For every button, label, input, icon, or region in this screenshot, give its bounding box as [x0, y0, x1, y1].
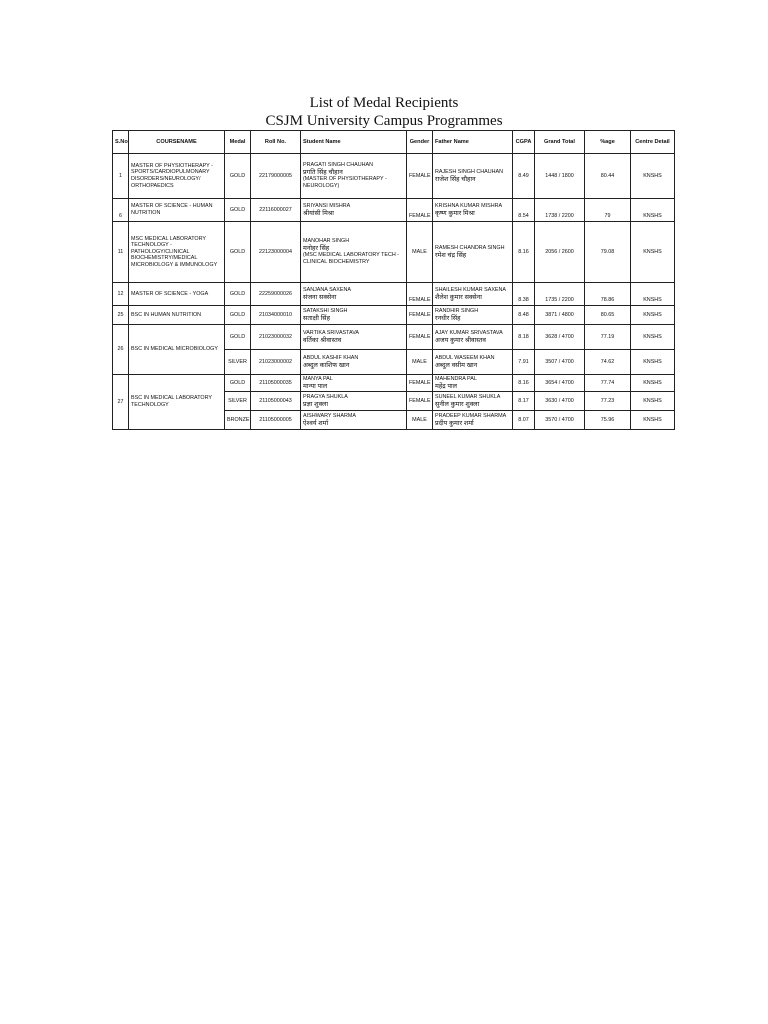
- cell-percentage: 80.44: [585, 154, 631, 199]
- student-name: MANYA PAL: [303, 376, 333, 382]
- cell-sno: 1: [113, 154, 129, 199]
- cell-roll: 21105000043: [251, 392, 301, 411]
- student-name: MANOHAR SINGH: [303, 238, 350, 245]
- student-name-hindi: प्रगति सिंह चौहान: [303, 169, 343, 176]
- cell-sno: 11: [113, 222, 129, 283]
- cell-student: [301, 392, 407, 411]
- cell-father: [433, 154, 513, 199]
- document-title: [0, 94, 768, 130]
- cell-sno: 26: [113, 325, 129, 375]
- cell-grand-total: 3628 / 4700: [535, 325, 585, 350]
- student-name: SRIYANSI MISHRA: [303, 203, 351, 209]
- cell-centre: KNSHS: [631, 222, 675, 283]
- student-name: VARTIKA SRIVASTAVA: [303, 330, 360, 336]
- cell-percentage: 78.86: [585, 283, 631, 306]
- header-cgpa: CGPA: [513, 131, 535, 154]
- cell-sno: 25: [113, 306, 129, 325]
- cell-student: [301, 375, 407, 392]
- cell-roll: 21023000032: [251, 325, 301, 350]
- cell-gender: FEMALE: [407, 283, 433, 306]
- cell-medal: GOLD: [225, 283, 251, 306]
- father-name: AJAY KUMAR SRIVASTAVA: [435, 330, 503, 336]
- cell-gender: MALE: [407, 411, 433, 430]
- cell-gender: FEMALE: [407, 199, 433, 222]
- cell-roll: 22259000026: [251, 283, 301, 306]
- header-centre: Centre Detail: [631, 131, 675, 154]
- father-name-hindi: शैलेश कुमार सक्सेना: [435, 293, 482, 301]
- student-name-hindi: मान्या पाल: [303, 382, 328, 390]
- cell-father: [433, 350, 513, 375]
- header-father: Father Name: [433, 131, 513, 154]
- student-name: SATAKSHI SINGH: [303, 308, 348, 314]
- student-name-hindi: ऐश्वर्य शर्मा: [303, 419, 329, 427]
- cell-course: BSC IN MEDICAL LABORATORY TECHNOLOGY: [129, 375, 225, 430]
- cell-grand-total: 1738 / 2200: [535, 199, 585, 222]
- student-name: ABDUL KASHIF KHAN: [303, 355, 359, 361]
- cell-medal: GOLD: [225, 306, 251, 325]
- table-row: [113, 375, 675, 392]
- cell-medal: SILVER: [225, 392, 251, 411]
- title-line-2: CSJM University Campus Programmes: [265, 113, 503, 129]
- student-name-hindi: संजना सक्सेना: [303, 293, 337, 301]
- father-name-hindi: अजय कुमार श्रीवास्तव: [435, 336, 486, 344]
- cell-gender: FEMALE: [407, 392, 433, 411]
- header-gender: Gender: [407, 131, 433, 154]
- header-roll: Roll No.: [251, 131, 301, 154]
- father-name: KRISHNA KUMAR MISHRA: [435, 203, 503, 209]
- student-name-hindi: प्रज्ञा शुक्ला: [303, 400, 328, 408]
- cell-cgpa: 8.18: [513, 325, 535, 350]
- student-name: PRAGATI SINGH CHAUHAN: [303, 162, 373, 169]
- cell-medal: GOLD: [225, 199, 251, 222]
- cell-student: [301, 306, 407, 325]
- header-percentage: %age: [585, 131, 631, 154]
- cell-father: [433, 411, 513, 430]
- header-course: COURSENAME: [129, 131, 225, 154]
- cell-course: MASTER OF PHYSIOTHERAPY - SPORTS/CARDIOPULMONARY DISORDERS/NEUROLOGY/ ORTHOPAEDICS: [129, 154, 225, 199]
- cell-father: [433, 392, 513, 411]
- father-name: SUNEEL KUMAR SHUKLA: [435, 394, 501, 400]
- table-row: [113, 154, 675, 199]
- cell-student: [301, 411, 407, 430]
- father-name-hindi: महेंद्र पाल: [435, 382, 458, 390]
- cell-centre: KNSHS: [631, 325, 675, 350]
- cell-cgpa: 7.91: [513, 350, 535, 375]
- cell-student: [301, 199, 407, 222]
- father-name-hindi: प्रदीप कुमार शर्मा: [435, 419, 474, 427]
- student-name-hindi: श्रीयांसी मिश्रा: [303, 209, 334, 217]
- cell-father: [433, 199, 513, 222]
- header-student: Student Name: [301, 131, 407, 154]
- cell-father: [433, 306, 513, 325]
- father-name: ABDUL WASEEM KHAN: [435, 355, 495, 361]
- father-name-hindi: अब्दुल वसीम खान: [435, 361, 478, 369]
- cell-gender: MALE: [407, 350, 433, 375]
- cell-centre: KNSHS: [631, 283, 675, 306]
- cell-father: [433, 325, 513, 350]
- header-grand-total: Grand Total: [535, 131, 585, 154]
- cell-percentage: 79.08: [585, 222, 631, 283]
- student-name-hindi: मनोहर सिंह: [303, 245, 330, 252]
- cell-gender: FEMALE: [407, 375, 433, 392]
- cell-student: [301, 222, 407, 283]
- father-name: MAHENDRA PAL: [435, 376, 477, 382]
- cell-course: MSC MEDICAL LABORATORY TECHNOLOGY - PATHOLOGY/CLINICAL BIOCHEMISTRY/MEDICAL MICROBIOLOGY & IMMUNOLOGY: [129, 222, 225, 283]
- student-name-hindi: अब्दुल काशिफ खान: [303, 361, 350, 369]
- cell-grand-total: 3570 / 4700: [535, 411, 585, 430]
- cell-centre: KNSHS: [631, 392, 675, 411]
- cell-cgpa: 8.48: [513, 306, 535, 325]
- cell-percentage: 79: [585, 199, 631, 222]
- father-name-hindi: सुनील कुमार शुक्ला: [435, 400, 480, 408]
- student-note: (MASTER OF PHYSIOTHERAPY - NEUROLOGY): [303, 176, 387, 189]
- father-name: PRADEEP KUMAR SHARMA: [435, 413, 507, 419]
- cell-centre: KNSHS: [631, 306, 675, 325]
- cell-percentage: 75.96: [585, 411, 631, 430]
- student-name: AISHWARY SHARMA: [303, 413, 356, 419]
- header-sno: S.No: [113, 131, 129, 154]
- cell-cgpa: 8.38: [513, 283, 535, 306]
- cell-percentage: 77.19: [585, 325, 631, 350]
- cell-roll: 21023000002: [251, 350, 301, 375]
- cell-centre: KNSHS: [631, 411, 675, 430]
- table-row: [113, 306, 675, 325]
- student-note: (MSC MEDICAL LABORATORY TECH - CLINICAL BIOCHEMISTRY: [303, 252, 400, 265]
- cell-sno: 12: [113, 283, 129, 306]
- cell-gender: FEMALE: [407, 154, 433, 199]
- father-name-hindi: रमेश चंद्र सिंह: [435, 251, 467, 259]
- cell-cgpa: 8.49: [513, 154, 535, 199]
- cell-student: [301, 350, 407, 375]
- cell-student: [301, 154, 407, 199]
- cell-medal: GOLD: [225, 375, 251, 392]
- cell-medal: BRONZE: [225, 411, 251, 430]
- cell-student: [301, 325, 407, 350]
- cell-percentage: 80.65: [585, 306, 631, 325]
- cell-grand-total: 2056 / 2600: [535, 222, 585, 283]
- cell-student: [301, 283, 407, 306]
- father-name: RAJESH SINGH CHAUHAN: [435, 169, 503, 175]
- cell-grand-total: 1735 / 2200: [535, 283, 585, 306]
- cell-percentage: 77.74: [585, 375, 631, 392]
- cell-roll: 22123000004: [251, 222, 301, 283]
- father-name-hindi: राजेश सिंह चौहान: [435, 175, 476, 183]
- table-row: [113, 283, 675, 306]
- cell-cgpa: 8.16: [513, 222, 535, 283]
- cell-roll: 21034000010: [251, 306, 301, 325]
- student-name: PRAGYA SHUKLA: [303, 394, 348, 400]
- father-name-hindi: रनधीर सिंह: [435, 314, 461, 322]
- cell-roll: 22116000027: [251, 199, 301, 222]
- cell-course: MASTER OF SCIENCE - HUMAN NUTRITION: [129, 199, 225, 222]
- table-row: [113, 199, 675, 222]
- cell-gender: FEMALE: [407, 325, 433, 350]
- cell-roll: 21105000005: [251, 411, 301, 430]
- cell-centre: KNSHS: [631, 199, 675, 222]
- cell-course: BSC IN HUMAN NUTRITION: [129, 306, 225, 325]
- table-row: [113, 325, 675, 350]
- cell-medal: GOLD: [225, 154, 251, 199]
- father-name-hindi: कृष्ण कुमार मिश्रा: [435, 209, 475, 217]
- table-row: [113, 222, 675, 283]
- header-medal: Medal: [225, 131, 251, 154]
- cell-medal: GOLD: [225, 222, 251, 283]
- cell-medal: SILVER: [225, 350, 251, 375]
- title-line-1: List of Medal Recipients: [309, 95, 459, 111]
- father-name: SHAILESH KUMAR SAXENA: [435, 287, 506, 293]
- cell-father: [433, 375, 513, 392]
- cell-sno: 6: [113, 199, 129, 222]
- cell-father: [433, 222, 513, 283]
- cell-cgpa: 8.16: [513, 375, 535, 392]
- cell-centre: KNSHS: [631, 350, 675, 375]
- header-row: [113, 131, 675, 154]
- cell-course: MASTER OF SCIENCE - YOGA: [129, 283, 225, 306]
- cell-grand-total: 3507 / 4700: [535, 350, 585, 375]
- cell-roll: 22179000005: [251, 154, 301, 199]
- cell-grand-total: 3871 / 4800: [535, 306, 585, 325]
- cell-cgpa: 8.54: [513, 199, 535, 222]
- cell-percentage: 77.23: [585, 392, 631, 411]
- cell-grand-total: 1448 / 1800: [535, 154, 585, 199]
- cell-gender: MALE: [407, 222, 433, 283]
- cell-medal: GOLD: [225, 325, 251, 350]
- cell-percentage: 74.62: [585, 350, 631, 375]
- cell-grand-total: 3654 / 4700: [535, 375, 585, 392]
- cell-gender: FEMALE: [407, 306, 433, 325]
- cell-father: [433, 283, 513, 306]
- cell-centre: KNSHS: [631, 375, 675, 392]
- cell-cgpa: 8.17: [513, 392, 535, 411]
- cell-grand-total: 3630 / 4700: [535, 392, 585, 411]
- student-name-hindi: वर्तिका श्रीवास्तव: [303, 336, 342, 344]
- father-name: RANDHIR SINGH: [435, 308, 479, 314]
- student-name-hindi: सताक्षी सिंह: [303, 314, 330, 322]
- student-name: SANJANA SAXENA: [303, 287, 351, 293]
- father-name: RAMESH CHANDRA SINGH: [435, 245, 505, 251]
- cell-centre: KNSHS: [631, 154, 675, 199]
- cell-course: BSC IN MEDICAL MICROBIOLOGY: [129, 325, 225, 375]
- cell-roll: 21105000035: [251, 375, 301, 392]
- cell-cgpa: 8.07: [513, 411, 535, 430]
- cell-sno: 27: [113, 375, 129, 430]
- medal-recipients-table: [112, 130, 675, 430]
